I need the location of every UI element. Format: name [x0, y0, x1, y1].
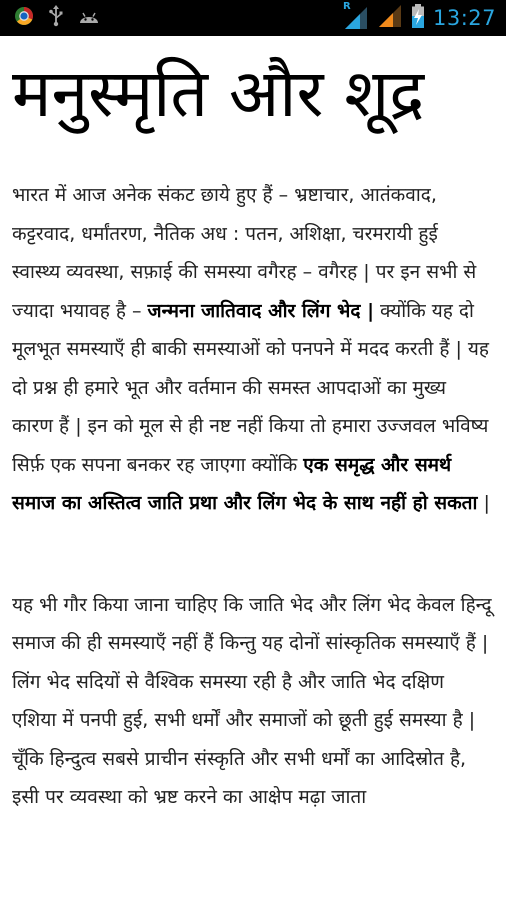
article-title: मनुस्मृति और शूद्र [12, 55, 425, 132]
status-bar-system [343, 3, 496, 33]
article-paragraph-1 [12, 176, 492, 523]
usb-icon [48, 5, 64, 31]
status-bar [0, 0, 506, 36]
article-paragraph-2: यह भी गौर किया जाना चाहिए कि जाति भेद और लिंग भेद केवल हिन्दू समाज की ही समस्याएँ नहीं हैं किन्तु यह दोनों सांस्कृतिक समस्याएँ हैं | लिंग भेद सदियों से वैश्विक समस्या रही है और जाति भेद दक्षिण एशिया में पनपी हुई, सभी धर्मों और समाजों को छूती हुई समस्या है | चूँकि हिन्दुत्व सबसे प्राचीन संस्कृति और सभी धर्मों का आदिस्रोत है, इसी पर व्यवस्था को भ्रष्ट करने का आक्षेप मढ़ा जाता [12, 593, 492, 808]
article-content [12, 52, 492, 817]
paragraph-gap [12, 523, 492, 586]
chrome-notification-icon [14, 6, 34, 30]
android-debug-icon [78, 7, 100, 29]
para1-bold-1: जन्मना जातिवाद और लिंग भेद | [147, 299, 375, 322]
signal-roaming-icon [342, 1, 369, 31]
status-bar-notifications [10, 5, 100, 31]
para1-bold-2: एक समृद्ध और समर्थ समाज का अस्तित्व जाति प्रथा और लिंग भेद के साथ नहीं हो सकता [12, 453, 478, 514]
status-time: 13:27 [432, 6, 496, 30]
battery-charging-icon [411, 3, 425, 33]
para1-text-2: क्योंकि यह दो मूलभूत समस्याएँ ही बाकी समस्याओं को पनपने में मदद करती हैं | यह दो प्रश्न ही हमारे भूत और वर्तमान की समस्त आपदाओं का मुख्य कारण हैं | इन को मूल से ही नष्ट नहीं किया तो हमारा उज्जवल भविष्य सिर्फ़ एक सपना बनकर रह जाएगा क्योंकि [12, 299, 490, 476]
para1-text: भारत में आज अनेक संकट छाये हुए हैं – भ्रष्टाचार, आतंकवाद, कट्टरवाद, धर्मांतरण, नैतिक अध : पतन, अशिक्षा, चरमरायी हुई स्वास्थ्य व्यवस्था, सफ़ाई की समस्या वगैरह – वगैरह | पर इन सभी से ज्यादा भयावह है – [12, 184, 477, 322]
signal-icon [377, 3, 403, 33]
para1-end: | [477, 492, 490, 514]
roaming-label: R [342, 1, 351, 12]
